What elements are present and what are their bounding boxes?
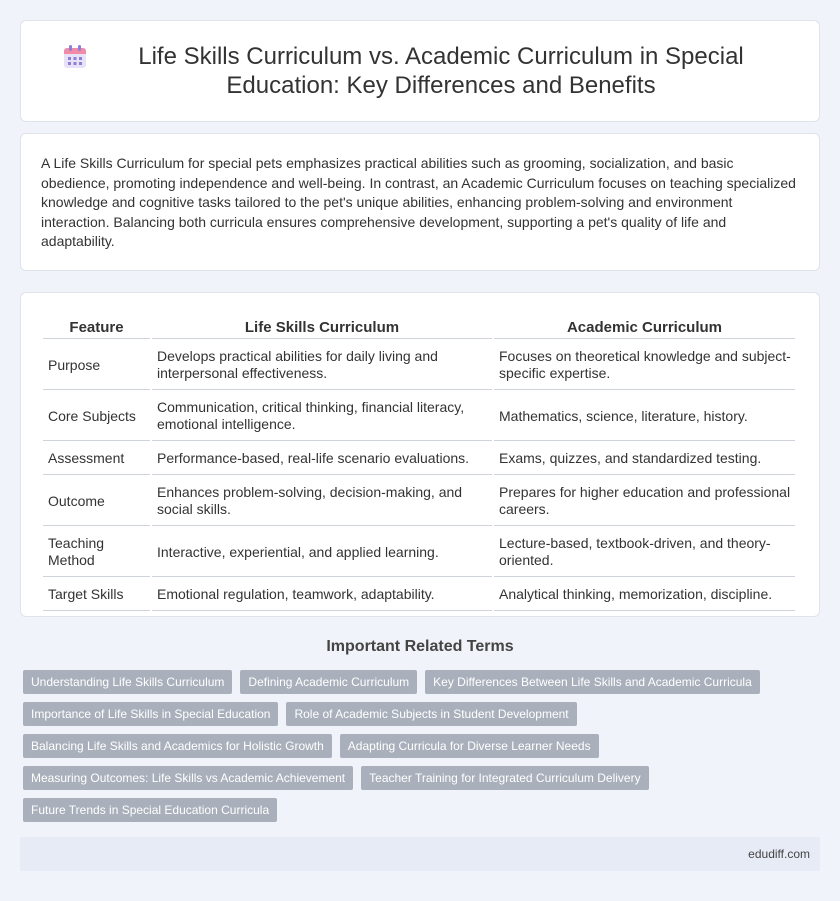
related-term-tag[interactable]: Measuring Outcomes: Life Skills vs Academic Achievement [23, 766, 353, 790]
cell-life-skills: Emotional regulation, teamwork, adaptability. [152, 579, 492, 611]
related-term-tag[interactable]: Importance of Life Skills in Special Education [23, 702, 278, 726]
footer-site-name[interactable]: edudiff.com [748, 847, 810, 861]
comparison-table [41, 313, 797, 613]
intro-card [20, 133, 820, 271]
table-row [43, 392, 795, 441]
cell-feature: Purpose [43, 341, 150, 390]
cell-feature: Assessment [43, 443, 150, 475]
table-header-row [43, 315, 795, 339]
cell-academic: Prepares for higher education and professional careers. [494, 477, 795, 526]
cell-academic: Analytical thinking, memorization, discipline. [494, 579, 795, 611]
related-term-tag[interactable]: Teacher Training for Integrated Curriculum Delivery [361, 766, 648, 790]
table-row [43, 443, 795, 475]
title-card [20, 20, 820, 122]
cell-life-skills: Enhances problem-solving, decision-making, and social skills. [152, 477, 492, 526]
related-term-tag[interactable]: Key Differences Between Life Skills and Academic Curricula [425, 670, 760, 694]
related-terms-list [23, 670, 823, 822]
cell-life-skills: Develops practical abilities for daily living and interpersonal effectiveness. [152, 341, 492, 390]
related-terms-heading: Important Related Terms [326, 638, 514, 655]
header-academic: Academic Curriculum [494, 315, 795, 339]
cell-feature: Teaching Method [43, 528, 150, 577]
cell-academic: Mathematics, science, literature, history. [494, 392, 795, 441]
table-row [43, 477, 795, 526]
related-term-tag[interactable]: Understanding Life Skills Curriculum [23, 670, 232, 694]
cell-academic: Lecture-based, textbook-driven, and theory-oriented. [494, 528, 795, 577]
calendar-icon [61, 43, 89, 71]
related-term-tag[interactable]: Role of Academic Subjects in Student Development [286, 702, 576, 726]
comparison-card [20, 292, 820, 617]
table-row [43, 341, 795, 390]
intro-paragraph: A Life Skills Curriculum for special pets emphasizes practical abilities such as grooming, socialization, and basic obedience, promoting independence and well-being. In contrast, an Academic Curriculum focuses on teaching specialized knowledge and cognitive tasks tailored to the pet's unique abilities, enhancing problem-solving and environment interaction. Balancing both curricula ensures comprehensive development, supporting a pet's quality of life and adaptability. [41, 155, 796, 250]
footer [20, 837, 820, 871]
related-term-tag[interactable]: Balancing Life Skills and Academics for Holistic Growth [23, 734, 332, 758]
cell-feature: Target Skills [43, 579, 150, 611]
related-term-tag[interactable]: Adapting Curricula for Diverse Learner Needs [340, 734, 599, 758]
cell-academic: Exams, quizzes, and standardized testing. [494, 443, 795, 475]
cell-life-skills: Performance-based, real-life scenario evaluations. [152, 443, 492, 475]
cell-feature: Core Subjects [43, 392, 150, 441]
cell-feature: Outcome [43, 477, 150, 526]
table-row [43, 579, 795, 611]
cell-life-skills: Interactive, experiential, and applied learning. [152, 528, 492, 577]
cell-academic: Focuses on theoretical knowledge and subject-specific expertise. [494, 341, 795, 390]
header-life-skills: Life Skills Curriculum [152, 315, 492, 339]
header-feature: Feature [43, 315, 150, 339]
related-term-tag[interactable]: Future Trends in Special Education Curricula [23, 798, 277, 822]
cell-life-skills: Communication, critical thinking, financial literacy, emotional intelligence. [152, 392, 492, 441]
related-term-tag[interactable]: Defining Academic Curriculum [240, 670, 417, 694]
page-title: Life Skills Curriculum vs. Academic Curriculum in Special Education: Key Differences and Benefits [138, 43, 744, 99]
table-row [43, 528, 795, 577]
